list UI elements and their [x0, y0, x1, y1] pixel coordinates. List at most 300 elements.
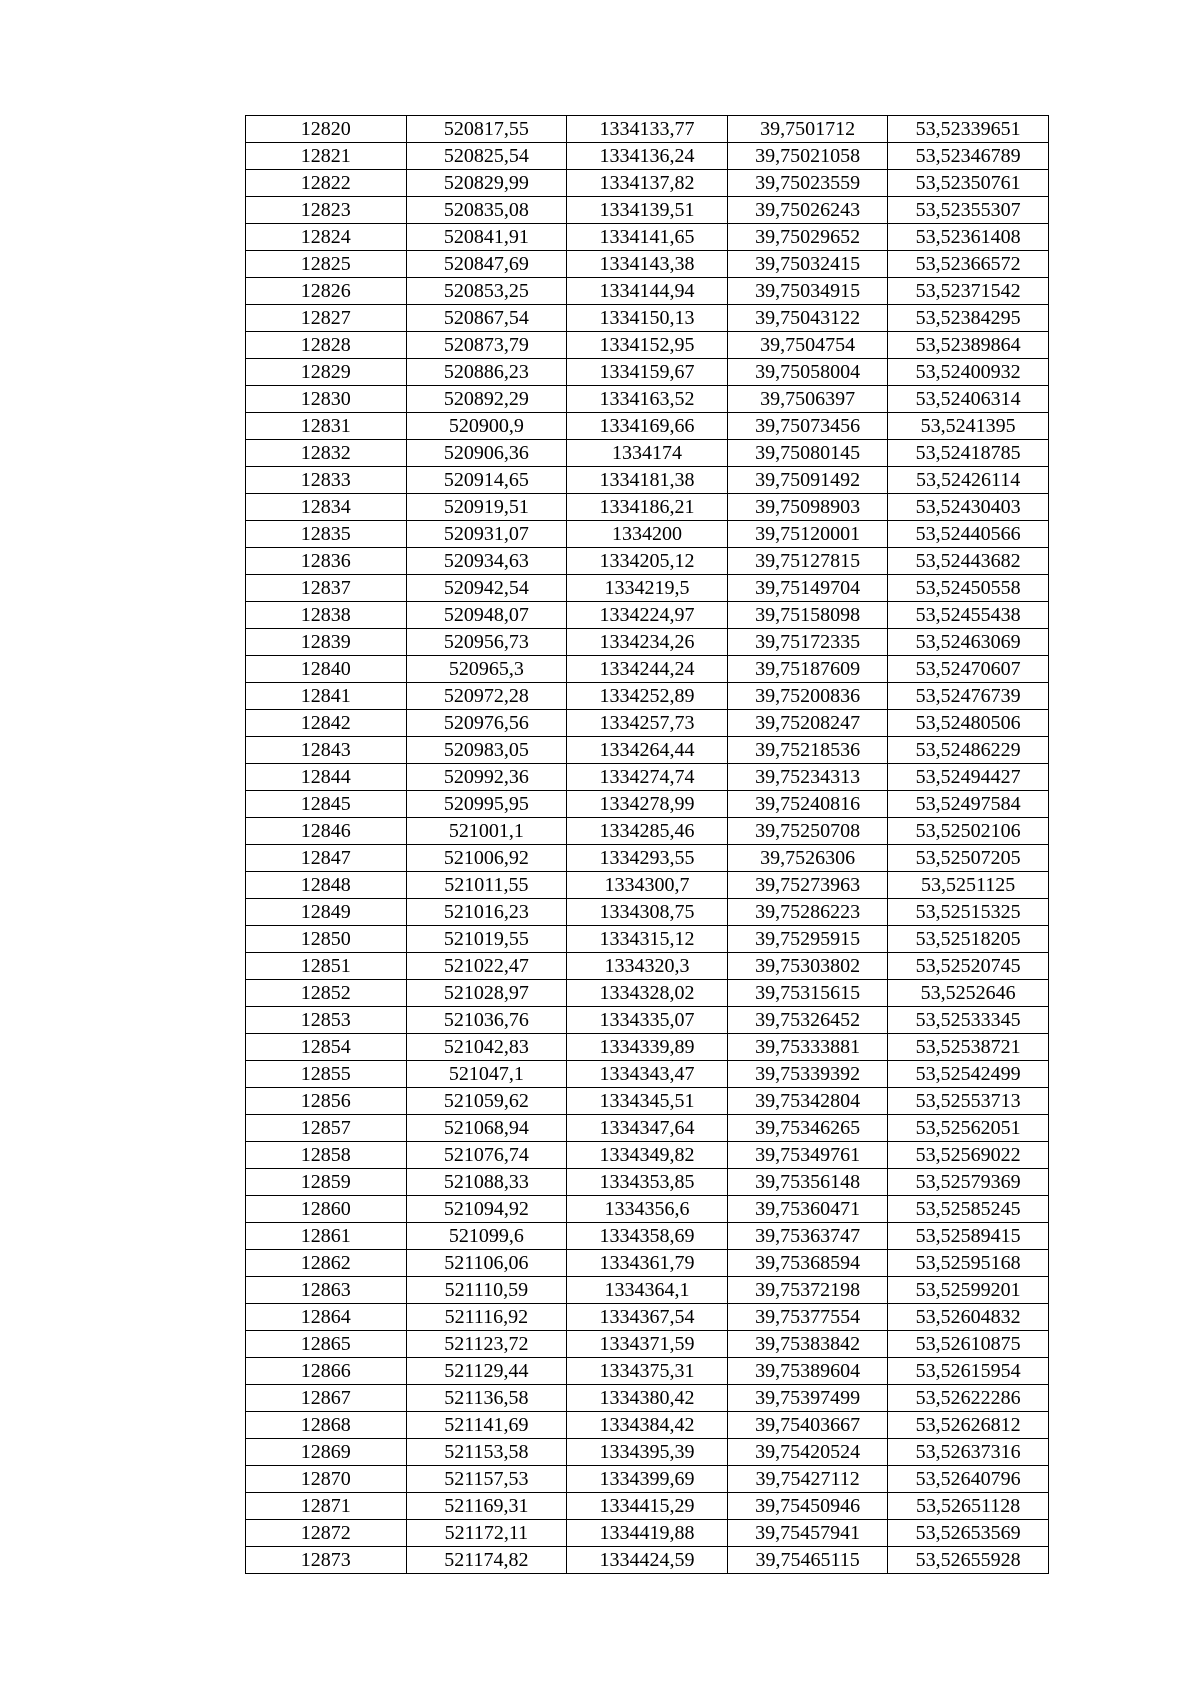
x-coordinate-cell: 520919,51	[406, 494, 567, 521]
y-coordinate-cell: 1334399,69	[567, 1466, 728, 1493]
point-number-cell: 12865	[246, 1331, 407, 1358]
x-coordinate-cell: 520948,07	[406, 602, 567, 629]
longitude-cell: 39,7501712	[727, 116, 888, 143]
x-coordinate-cell: 520886,23	[406, 359, 567, 386]
table-row	[246, 1142, 1049, 1169]
table-row	[246, 440, 1049, 467]
longitude-cell: 39,75383842	[727, 1331, 888, 1358]
longitude-cell: 39,75420524	[727, 1439, 888, 1466]
longitude-cell: 39,75427112	[727, 1466, 888, 1493]
point-number-cell: 12864	[246, 1304, 407, 1331]
x-coordinate-cell: 521157,53	[406, 1466, 567, 1493]
y-coordinate-cell: 1334347,64	[567, 1115, 728, 1142]
latitude-cell: 53,52486229	[888, 737, 1049, 764]
x-coordinate-cell: 521174,82	[406, 1547, 567, 1574]
y-coordinate-cell: 1334353,85	[567, 1169, 728, 1196]
x-coordinate-cell: 520892,29	[406, 386, 567, 413]
y-coordinate-cell: 1334257,73	[567, 710, 728, 737]
longitude-cell: 39,75389604	[727, 1358, 888, 1385]
table-row	[246, 1331, 1049, 1358]
table-row	[246, 764, 1049, 791]
y-coordinate-cell: 1334384,42	[567, 1412, 728, 1439]
latitude-cell: 53,52569022	[888, 1142, 1049, 1169]
table-row	[246, 1115, 1049, 1142]
x-coordinate-cell: 520995,95	[406, 791, 567, 818]
y-coordinate-cell: 1334375,31	[567, 1358, 728, 1385]
table-row	[246, 683, 1049, 710]
x-coordinate-cell: 521006,92	[406, 845, 567, 872]
y-coordinate-cell: 1334364,1	[567, 1277, 728, 1304]
y-coordinate-cell: 1334163,52	[567, 386, 728, 413]
y-coordinate-cell: 1334371,59	[567, 1331, 728, 1358]
table-row	[246, 467, 1049, 494]
y-coordinate-cell: 1334186,21	[567, 494, 728, 521]
point-number-cell: 12871	[246, 1493, 407, 1520]
latitude-cell: 53,52653569	[888, 1520, 1049, 1547]
x-coordinate-cell: 521172,11	[406, 1520, 567, 1547]
latitude-cell: 53,52553713	[888, 1088, 1049, 1115]
point-number-cell: 12859	[246, 1169, 407, 1196]
table-row	[246, 980, 1049, 1007]
point-number-cell: 12869	[246, 1439, 407, 1466]
x-coordinate-cell: 521088,33	[406, 1169, 567, 1196]
table-row	[246, 926, 1049, 953]
latitude-cell: 53,52604832	[888, 1304, 1049, 1331]
point-number-cell: 12850	[246, 926, 407, 953]
latitude-cell: 53,5252646	[888, 980, 1049, 1007]
latitude-cell: 53,52406314	[888, 386, 1049, 413]
y-coordinate-cell: 1334278,99	[567, 791, 728, 818]
table-row	[246, 143, 1049, 170]
x-coordinate-cell: 521028,97	[406, 980, 567, 1007]
point-number-cell: 12860	[246, 1196, 407, 1223]
x-coordinate-cell: 520934,63	[406, 548, 567, 575]
y-coordinate-cell: 1334335,07	[567, 1007, 728, 1034]
point-number-cell: 12830	[246, 386, 407, 413]
longitude-cell: 39,75363747	[727, 1223, 888, 1250]
table-row	[246, 116, 1049, 143]
table-row	[246, 575, 1049, 602]
point-number-cell: 12836	[246, 548, 407, 575]
latitude-cell: 53,52400932	[888, 359, 1049, 386]
y-coordinate-cell: 1334264,44	[567, 737, 728, 764]
latitude-cell: 53,52651128	[888, 1493, 1049, 1520]
table-row	[246, 224, 1049, 251]
y-coordinate-cell: 1334415,29	[567, 1493, 728, 1520]
x-coordinate-cell: 520829,99	[406, 170, 567, 197]
point-number-cell: 12839	[246, 629, 407, 656]
latitude-cell: 53,52518205	[888, 926, 1049, 953]
longitude-cell: 39,75032415	[727, 251, 888, 278]
longitude-cell: 39,75403667	[727, 1412, 888, 1439]
y-coordinate-cell: 1334159,67	[567, 359, 728, 386]
longitude-cell: 39,7526306	[727, 845, 888, 872]
table-row	[246, 1520, 1049, 1547]
point-number-cell: 12828	[246, 332, 407, 359]
longitude-cell: 39,75465115	[727, 1547, 888, 1574]
latitude-cell: 53,52355307	[888, 197, 1049, 224]
x-coordinate-cell: 521036,76	[406, 1007, 567, 1034]
table-row	[246, 170, 1049, 197]
y-coordinate-cell: 1334219,5	[567, 575, 728, 602]
point-number-cell: 12832	[246, 440, 407, 467]
x-coordinate-cell: 520817,55	[406, 116, 567, 143]
table-row	[246, 494, 1049, 521]
latitude-cell: 53,52533345	[888, 1007, 1049, 1034]
point-number-cell: 12822	[246, 170, 407, 197]
x-coordinate-cell: 521059,62	[406, 1088, 567, 1115]
table-row	[246, 1277, 1049, 1304]
longitude-cell: 39,7504754	[727, 332, 888, 359]
y-coordinate-cell: 1334419,88	[567, 1520, 728, 1547]
point-number-cell: 12870	[246, 1466, 407, 1493]
longitude-cell: 39,75356148	[727, 1169, 888, 1196]
longitude-cell: 39,75450946	[727, 1493, 888, 1520]
latitude-cell: 53,52350761	[888, 170, 1049, 197]
x-coordinate-cell: 521019,55	[406, 926, 567, 953]
point-number-cell: 12844	[246, 764, 407, 791]
latitude-cell: 53,52430403	[888, 494, 1049, 521]
y-coordinate-cell: 1334139,51	[567, 197, 728, 224]
x-coordinate-cell: 520965,3	[406, 656, 567, 683]
coordinates-table	[245, 115, 1049, 1574]
table-row	[246, 332, 1049, 359]
point-number-cell: 12825	[246, 251, 407, 278]
table-row	[246, 656, 1049, 683]
x-coordinate-cell: 521016,23	[406, 899, 567, 926]
latitude-cell: 53,52450558	[888, 575, 1049, 602]
table-row	[246, 1466, 1049, 1493]
longitude-cell: 39,7506397	[727, 386, 888, 413]
longitude-cell: 39,75080145	[727, 440, 888, 467]
latitude-cell: 53,52599201	[888, 1277, 1049, 1304]
longitude-cell: 39,75127815	[727, 548, 888, 575]
table-row	[246, 1169, 1049, 1196]
y-coordinate-cell: 1334293,55	[567, 845, 728, 872]
table-row	[246, 953, 1049, 980]
point-number-cell: 12831	[246, 413, 407, 440]
point-number-cell: 12863	[246, 1277, 407, 1304]
longitude-cell: 39,75098903	[727, 494, 888, 521]
longitude-cell: 39,75360471	[727, 1196, 888, 1223]
latitude-cell: 53,52497584	[888, 791, 1049, 818]
longitude-cell: 39,75200836	[727, 683, 888, 710]
point-number-cell: 12841	[246, 683, 407, 710]
longitude-cell: 39,75023559	[727, 170, 888, 197]
x-coordinate-cell: 520942,54	[406, 575, 567, 602]
y-coordinate-cell: 1334356,6	[567, 1196, 728, 1223]
y-coordinate-cell: 1334133,77	[567, 116, 728, 143]
latitude-cell: 53,52443682	[888, 548, 1049, 575]
x-coordinate-cell: 520867,54	[406, 305, 567, 332]
table-row	[246, 359, 1049, 386]
y-coordinate-cell: 1334205,12	[567, 548, 728, 575]
x-coordinate-cell: 521106,06	[406, 1250, 567, 1277]
y-coordinate-cell: 1334424,59	[567, 1547, 728, 1574]
x-coordinate-cell: 521022,47	[406, 953, 567, 980]
x-coordinate-cell: 521094,92	[406, 1196, 567, 1223]
y-coordinate-cell: 1334343,47	[567, 1061, 728, 1088]
y-coordinate-cell: 1334200	[567, 521, 728, 548]
latitude-cell: 53,52470607	[888, 656, 1049, 683]
longitude-cell: 39,75372198	[727, 1277, 888, 1304]
latitude-cell: 53,52579369	[888, 1169, 1049, 1196]
table-row	[246, 305, 1049, 332]
point-number-cell: 12855	[246, 1061, 407, 1088]
point-number-cell: 12853	[246, 1007, 407, 1034]
point-number-cell: 12854	[246, 1034, 407, 1061]
y-coordinate-cell: 1334141,65	[567, 224, 728, 251]
table-row	[246, 1061, 1049, 1088]
y-coordinate-cell: 1334349,82	[567, 1142, 728, 1169]
latitude-cell: 53,52507205	[888, 845, 1049, 872]
longitude-cell: 39,75043122	[727, 305, 888, 332]
table-row	[246, 413, 1049, 440]
longitude-cell: 39,75240816	[727, 791, 888, 818]
x-coordinate-cell: 521136,58	[406, 1385, 567, 1412]
longitude-cell: 39,75250708	[727, 818, 888, 845]
latitude-cell: 53,52418785	[888, 440, 1049, 467]
x-coordinate-cell: 521153,58	[406, 1439, 567, 1466]
point-number-cell: 12833	[246, 467, 407, 494]
y-coordinate-cell: 1334285,46	[567, 818, 728, 845]
point-number-cell: 12867	[246, 1385, 407, 1412]
longitude-cell: 39,75208247	[727, 710, 888, 737]
longitude-cell: 39,75091492	[727, 467, 888, 494]
latitude-cell: 53,52502106	[888, 818, 1049, 845]
x-coordinate-cell: 520853,25	[406, 278, 567, 305]
x-coordinate-cell: 520992,36	[406, 764, 567, 791]
y-coordinate-cell: 1334339,89	[567, 1034, 728, 1061]
longitude-cell: 39,75218536	[727, 737, 888, 764]
longitude-cell: 39,75397499	[727, 1385, 888, 1412]
y-coordinate-cell: 1334274,74	[567, 764, 728, 791]
latitude-cell: 53,52494427	[888, 764, 1049, 791]
latitude-cell: 53,52480506	[888, 710, 1049, 737]
point-number-cell: 12826	[246, 278, 407, 305]
point-number-cell: 12842	[246, 710, 407, 737]
y-coordinate-cell: 1334367,54	[567, 1304, 728, 1331]
point-number-cell: 12827	[246, 305, 407, 332]
longitude-cell: 39,75158098	[727, 602, 888, 629]
table-row	[246, 629, 1049, 656]
x-coordinate-cell: 520972,28	[406, 683, 567, 710]
x-coordinate-cell: 521099,6	[406, 1223, 567, 1250]
point-number-cell: 12862	[246, 1250, 407, 1277]
y-coordinate-cell: 1334308,75	[567, 899, 728, 926]
latitude-cell: 53,52426114	[888, 467, 1049, 494]
point-number-cell: 12823	[246, 197, 407, 224]
longitude-cell: 39,75021058	[727, 143, 888, 170]
latitude-cell: 53,52626812	[888, 1412, 1049, 1439]
table-row	[246, 1439, 1049, 1466]
x-coordinate-cell: 521068,94	[406, 1115, 567, 1142]
table-row	[246, 791, 1049, 818]
longitude-cell: 39,75149704	[727, 575, 888, 602]
y-coordinate-cell: 1334137,82	[567, 170, 728, 197]
x-coordinate-cell: 520847,69	[406, 251, 567, 278]
point-number-cell: 12861	[246, 1223, 407, 1250]
x-coordinate-cell: 520835,08	[406, 197, 567, 224]
point-number-cell: 12868	[246, 1412, 407, 1439]
table-row	[246, 386, 1049, 413]
table-row	[246, 1358, 1049, 1385]
point-number-cell: 12834	[246, 494, 407, 521]
longitude-cell: 39,75346265	[727, 1115, 888, 1142]
latitude-cell: 53,52542499	[888, 1061, 1049, 1088]
latitude-cell: 53,52610875	[888, 1331, 1049, 1358]
x-coordinate-cell: 521011,55	[406, 872, 567, 899]
point-number-cell: 12843	[246, 737, 407, 764]
table-row	[246, 1034, 1049, 1061]
table-row	[246, 818, 1049, 845]
point-number-cell: 12820	[246, 116, 407, 143]
table-row	[246, 602, 1049, 629]
y-coordinate-cell: 1334143,38	[567, 251, 728, 278]
longitude-cell: 39,75058004	[727, 359, 888, 386]
longitude-cell: 39,75326452	[727, 1007, 888, 1034]
x-coordinate-cell: 520900,9	[406, 413, 567, 440]
latitude-cell: 53,52520745	[888, 953, 1049, 980]
table-row	[246, 1223, 1049, 1250]
point-number-cell: 12866	[246, 1358, 407, 1385]
point-number-cell: 12872	[246, 1520, 407, 1547]
y-coordinate-cell: 1334181,38	[567, 467, 728, 494]
longitude-cell: 39,75286223	[727, 899, 888, 926]
y-coordinate-cell: 1334380,42	[567, 1385, 728, 1412]
latitude-cell: 53,52655928	[888, 1547, 1049, 1574]
y-coordinate-cell: 1334234,26	[567, 629, 728, 656]
longitude-cell: 39,75034915	[727, 278, 888, 305]
point-number-cell: 12851	[246, 953, 407, 980]
point-number-cell: 12849	[246, 899, 407, 926]
x-coordinate-cell: 520841,91	[406, 224, 567, 251]
x-coordinate-cell: 520825,54	[406, 143, 567, 170]
table-row	[246, 251, 1049, 278]
table-row	[246, 1007, 1049, 1034]
x-coordinate-cell: 521129,44	[406, 1358, 567, 1385]
latitude-cell: 53,52366572	[888, 251, 1049, 278]
y-coordinate-cell: 1334244,24	[567, 656, 728, 683]
longitude-cell: 39,75273963	[727, 872, 888, 899]
latitude-cell: 53,52562051	[888, 1115, 1049, 1142]
latitude-cell: 53,52640796	[888, 1466, 1049, 1493]
longitude-cell: 39,75377554	[727, 1304, 888, 1331]
latitude-cell: 53,52515325	[888, 899, 1049, 926]
latitude-cell: 53,52346789	[888, 143, 1049, 170]
latitude-cell: 53,52585245	[888, 1196, 1049, 1223]
table-row	[246, 521, 1049, 548]
table-row	[246, 1385, 1049, 1412]
point-number-cell: 12873	[246, 1547, 407, 1574]
x-coordinate-cell: 520976,56	[406, 710, 567, 737]
longitude-cell: 39,75342804	[727, 1088, 888, 1115]
x-coordinate-cell: 521042,83	[406, 1034, 567, 1061]
latitude-cell: 53,5241395	[888, 413, 1049, 440]
point-number-cell: 12848	[246, 872, 407, 899]
point-number-cell: 12821	[246, 143, 407, 170]
longitude-cell: 39,75120001	[727, 521, 888, 548]
longitude-cell: 39,75234313	[727, 764, 888, 791]
y-coordinate-cell: 1334395,39	[567, 1439, 728, 1466]
latitude-cell: 53,52637316	[888, 1439, 1049, 1466]
x-coordinate-cell: 520956,73	[406, 629, 567, 656]
y-coordinate-cell: 1334169,66	[567, 413, 728, 440]
table-row	[246, 1547, 1049, 1574]
point-number-cell: 12845	[246, 791, 407, 818]
latitude-cell: 53,52476739	[888, 683, 1049, 710]
table-row	[246, 1304, 1049, 1331]
point-number-cell: 12835	[246, 521, 407, 548]
y-coordinate-cell: 1334136,24	[567, 143, 728, 170]
table-row	[246, 899, 1049, 926]
latitude-cell: 53,52455438	[888, 602, 1049, 629]
point-number-cell: 12852	[246, 980, 407, 1007]
x-coordinate-cell: 521047,1	[406, 1061, 567, 1088]
longitude-cell: 39,75333881	[727, 1034, 888, 1061]
latitude-cell: 53,52622286	[888, 1385, 1049, 1412]
point-number-cell: 12824	[246, 224, 407, 251]
longitude-cell: 39,75026243	[727, 197, 888, 224]
x-coordinate-cell: 520931,07	[406, 521, 567, 548]
longitude-cell: 39,75187609	[727, 656, 888, 683]
latitude-cell: 53,52538721	[888, 1034, 1049, 1061]
y-coordinate-cell: 1334152,95	[567, 332, 728, 359]
latitude-cell: 53,52384295	[888, 305, 1049, 332]
latitude-cell: 53,52389864	[888, 332, 1049, 359]
longitude-cell: 39,75295915	[727, 926, 888, 953]
table-row	[246, 197, 1049, 224]
longitude-cell: 39,75303802	[727, 953, 888, 980]
latitude-cell: 53,52595168	[888, 1250, 1049, 1277]
point-number-cell: 12838	[246, 602, 407, 629]
table-row	[246, 548, 1049, 575]
longitude-cell: 39,75172335	[727, 629, 888, 656]
latitude-cell: 53,52463069	[888, 629, 1049, 656]
table-row	[246, 1250, 1049, 1277]
latitude-cell: 53,52440566	[888, 521, 1049, 548]
table-row	[246, 1412, 1049, 1439]
point-number-cell: 12829	[246, 359, 407, 386]
point-number-cell: 12837	[246, 575, 407, 602]
y-coordinate-cell: 1334345,51	[567, 1088, 728, 1115]
y-coordinate-cell: 1334358,69	[567, 1223, 728, 1250]
longitude-cell: 39,75457941	[727, 1520, 888, 1547]
table-row	[246, 737, 1049, 764]
longitude-cell: 39,75029652	[727, 224, 888, 251]
y-coordinate-cell: 1334328,02	[567, 980, 728, 1007]
table-row	[246, 872, 1049, 899]
table-row	[246, 1493, 1049, 1520]
x-coordinate-cell: 521110,59	[406, 1277, 567, 1304]
y-coordinate-cell: 1334144,94	[567, 278, 728, 305]
point-number-cell: 12856	[246, 1088, 407, 1115]
latitude-cell: 53,52589415	[888, 1223, 1049, 1250]
table-body	[246, 116, 1049, 1574]
y-coordinate-cell: 1334320,3	[567, 953, 728, 980]
x-coordinate-cell: 521116,92	[406, 1304, 567, 1331]
longitude-cell: 39,75073456	[727, 413, 888, 440]
x-coordinate-cell: 521001,1	[406, 818, 567, 845]
y-coordinate-cell: 1334224,97	[567, 602, 728, 629]
y-coordinate-cell: 1334174	[567, 440, 728, 467]
point-number-cell: 12846	[246, 818, 407, 845]
x-coordinate-cell: 520914,65	[406, 467, 567, 494]
latitude-cell: 53,52371542	[888, 278, 1049, 305]
table-row	[246, 1196, 1049, 1223]
point-number-cell: 12847	[246, 845, 407, 872]
latitude-cell: 53,5251125	[888, 872, 1049, 899]
